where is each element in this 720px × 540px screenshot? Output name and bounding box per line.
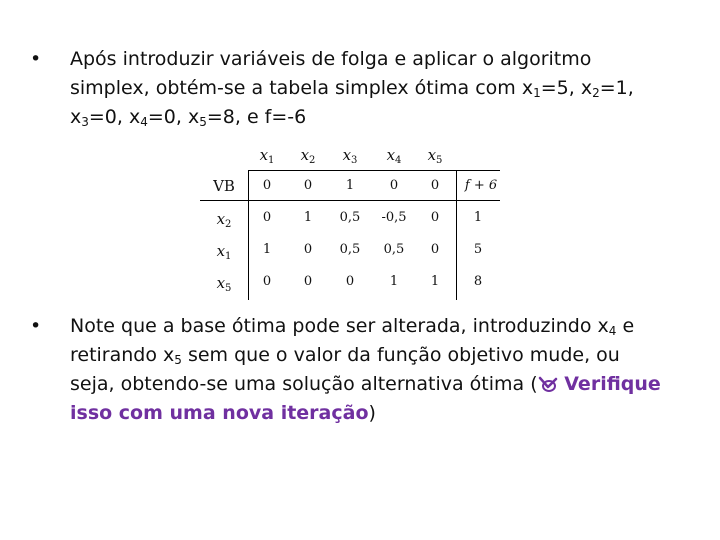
tableau-cell: 0,5 bbox=[339, 242, 361, 257]
subscript: 2 bbox=[592, 86, 600, 100]
bullet-marker: • bbox=[30, 315, 42, 337]
rhs-column-rule bbox=[456, 170, 457, 300]
subscript: 5 bbox=[199, 115, 207, 129]
bullet-1-line-2 bbox=[70, 74, 680, 103]
bullet-1-text bbox=[70, 45, 680, 132]
bullet-2 bbox=[30, 312, 680, 428]
subscript: 5 bbox=[174, 353, 182, 367]
objective-cell: 0 bbox=[430, 178, 440, 193]
bullet-marker: • bbox=[30, 48, 42, 70]
subscript: 1 bbox=[533, 86, 541, 100]
basic-var-x5: $x_5$ bbox=[216, 274, 232, 294]
text-span: Após introduzir variáveis de folga e aplicar o algoritmo bbox=[70, 48, 592, 70]
tableau-cell: 1 bbox=[430, 274, 440, 289]
tableau-cell: 0 bbox=[262, 210, 272, 225]
text-span: Note que a base ótima pode ser alterada, introduzindo x bbox=[70, 315, 609, 337]
subscript: 4 bbox=[608, 324, 617, 338]
subscript: 3 bbox=[81, 115, 89, 129]
tableau-cell: 0 bbox=[303, 242, 313, 257]
bullet-2-line-3 bbox=[70, 370, 680, 399]
tableau-rhs: 1 bbox=[473, 210, 483, 225]
tableau-cell: 0 bbox=[430, 210, 440, 225]
text-span: =8, e f=-6 bbox=[206, 106, 307, 128]
bullet-2-line-2 bbox=[70, 341, 680, 370]
header-var-5: $x_5$ bbox=[427, 146, 443, 166]
subscript: 4 bbox=[140, 115, 148, 129]
text-span: retirando x bbox=[70, 344, 175, 366]
vb-label: VB bbox=[213, 177, 235, 195]
tableau-cell: 1 bbox=[389, 274, 399, 289]
tableau-cell: 0 bbox=[345, 274, 355, 289]
header-var-3: $x_3$ bbox=[342, 146, 358, 166]
bullet-2-line-1 bbox=[70, 312, 680, 341]
text-span: seja, obtendo-se uma solução alternativa ótima ( bbox=[70, 373, 538, 395]
header-var-1: $x_1$ bbox=[259, 146, 275, 166]
bullet-2-text bbox=[70, 312, 680, 428]
simplex-tableau bbox=[200, 142, 510, 302]
objective-rule bbox=[200, 200, 500, 201]
tableau-rhs: 8 bbox=[473, 274, 483, 289]
objective-cell: 0 bbox=[389, 178, 399, 193]
objective-cell: 0 bbox=[262, 178, 272, 193]
objective-rhs: f + 6 bbox=[464, 178, 498, 193]
tableau-cell: 0 bbox=[303, 274, 313, 289]
text-span: sem que o valor da função objetivo mude, ou bbox=[181, 344, 620, 366]
verify-text: Verifique bbox=[557, 373, 661, 395]
bullet-2-line-4 bbox=[70, 399, 680, 428]
header-var-2: $x_2$ bbox=[300, 146, 316, 166]
text-span: ) bbox=[368, 402, 376, 424]
tableau-cell: 0,5 bbox=[383, 242, 405, 257]
header-rule bbox=[248, 170, 500, 171]
text-span: =0, x bbox=[147, 106, 200, 128]
tableau-cell: -0,5 bbox=[381, 210, 407, 225]
objective-cell: 1 bbox=[345, 178, 355, 193]
tableau-cell: 0 bbox=[262, 274, 272, 289]
verify-text: isso com uma nova iteração bbox=[70, 402, 369, 424]
text-span: =5, x bbox=[540, 77, 593, 99]
tableau-cell: 1 bbox=[262, 242, 272, 257]
header-var-4: $x_4$ bbox=[386, 146, 402, 166]
objective-cell: 0 bbox=[303, 178, 313, 193]
text-span: =1, bbox=[599, 77, 634, 99]
bullet-1 bbox=[30, 45, 680, 132]
tableau-cell: 0 bbox=[430, 242, 440, 257]
text-span: e bbox=[616, 315, 635, 337]
bullet-1-line-3 bbox=[70, 103, 680, 132]
bullet-1-line-1 bbox=[70, 45, 680, 74]
vb-column-rule bbox=[248, 170, 249, 300]
basic-var-x1: $x_1$ bbox=[216, 242, 232, 262]
text-span: =0, x bbox=[88, 106, 141, 128]
text-span: x bbox=[70, 106, 82, 128]
checkmark-icon bbox=[538, 373, 558, 391]
tableau-rhs: 5 bbox=[473, 242, 483, 257]
tableau-cell: 0,5 bbox=[339, 210, 361, 225]
tableau-cell: 1 bbox=[303, 210, 313, 225]
basic-var-x2: $x_2$ bbox=[216, 210, 232, 230]
text-span: simplex, obtém-se a tabela simplex ótima com x bbox=[70, 77, 534, 99]
